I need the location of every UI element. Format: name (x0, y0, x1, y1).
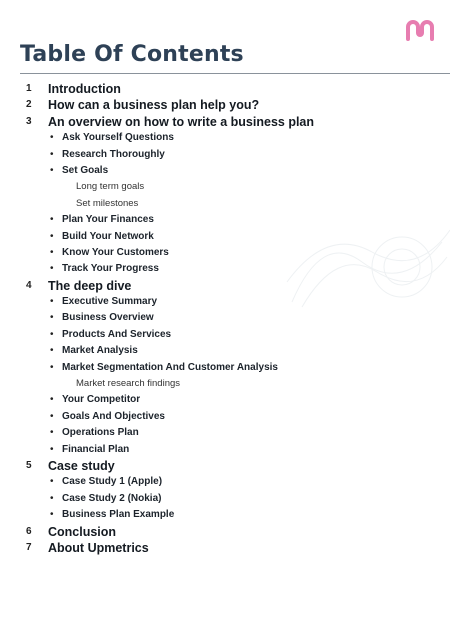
toc-entry-label: Market research findings (76, 378, 181, 390)
toc-entry-label: Financial Plan (62, 443, 130, 455)
toc-entry-label: Long term goals (76, 181, 145, 193)
toc-entry-label: Track Your Progress (62, 263, 159, 275)
toc-subsection[interactable] (0, 442, 450, 458)
toc-entry-label: Operations Plan (62, 427, 139, 439)
bullet-icon: • (50, 312, 54, 324)
toc-section[interactable] (0, 540, 450, 556)
bullet-icon: • (50, 345, 54, 357)
toc-entry-label: The deep dive (48, 278, 132, 293)
bullet-icon: • (50, 443, 54, 455)
toc-entry-label: Case study (48, 458, 115, 473)
toc-entry-label: Market Analysis (62, 345, 138, 357)
toc-entry-label: Ask Yourself Questions (62, 132, 174, 144)
toc-entry-label: Business Overview (62, 312, 154, 324)
bullet-icon: • (50, 427, 54, 439)
toc-list (0, 81, 450, 556)
toc-entry-label: Build Your Network (62, 230, 154, 242)
toc-subsection[interactable] (0, 343, 450, 359)
toc-entry-label: Goals And Objectives (62, 410, 165, 422)
toc-subsection[interactable] (0, 327, 450, 343)
page-title: Table Of Contents (20, 42, 244, 67)
toc-entry-label: Your Competitor (62, 394, 141, 406)
toc-subsection[interactable] (0, 310, 450, 326)
toc-entry-label: Market Segmentation And Customer Analysis (62, 361, 278, 373)
toc-subsection[interactable] (0, 360, 450, 376)
toc-subsection[interactable] (0, 147, 450, 163)
toc-entry-label: Set Goals (62, 164, 109, 176)
toc-section[interactable] (0, 81, 450, 97)
toc-subsection[interactable] (0, 409, 450, 425)
toc-entry-label: Executive Summary (62, 296, 158, 308)
toc-subsection[interactable] (0, 261, 450, 277)
toc-subitem[interactable] (0, 196, 450, 212)
toc-entry-label: Research Thoroughly (62, 148, 165, 160)
toc-subsection[interactable] (0, 491, 450, 507)
bullet-icon: • (50, 476, 54, 488)
bullet-icon: • (50, 214, 54, 226)
bullet-icon: • (50, 148, 54, 160)
toc-section[interactable] (0, 524, 450, 540)
toc-entry-label: Case Study 1 (Apple) (62, 476, 163, 488)
toc-subsection[interactable] (0, 130, 450, 146)
toc-section-number: 4 (26, 279, 32, 291)
toc-subsection[interactable] (0, 163, 450, 179)
toc-subsection[interactable] (0, 229, 450, 245)
toc-subsection[interactable] (0, 425, 450, 441)
bullet-icon: • (50, 296, 54, 308)
toc-entry-label: Plan Your Finances (62, 214, 154, 226)
toc-section-number: 1 (26, 83, 32, 94)
bullet-icon: • (50, 328, 54, 340)
bullet-icon: • (50, 394, 54, 406)
bullet-icon: • (50, 263, 54, 275)
toc-section-number: 2 (26, 99, 32, 111)
toc-entry-label: Conclusion (48, 524, 117, 539)
upmetrics-logo-icon (405, 18, 435, 42)
bullet-icon: • (50, 164, 54, 176)
toc-section[interactable] (0, 97, 450, 113)
bullet-icon: • (50, 230, 54, 242)
toc-section[interactable] (0, 458, 450, 474)
toc-subitem[interactable] (0, 376, 450, 392)
toc-entry-label: Know Your Customers (62, 246, 169, 258)
bullet-icon: • (50, 492, 54, 504)
toc-section-number: 6 (26, 525, 32, 537)
bullet-icon: • (50, 509, 54, 521)
toc-subsection[interactable] (0, 507, 450, 523)
toc-subsection[interactable] (0, 212, 450, 228)
toc-subsection[interactable] (0, 474, 450, 490)
bullet-icon: • (50, 410, 54, 422)
toc-entry-label: Set milestones (76, 197, 139, 209)
toc-entry-label: Case Study 2 (Nokia) (62, 492, 162, 504)
toc-section[interactable] (0, 278, 450, 294)
toc-section-number: 7 (26, 541, 32, 553)
toc-section-number: 5 (26, 459, 32, 471)
toc-entry-label: How can a business plan help you? (48, 98, 260, 113)
title-divider (20, 73, 450, 74)
bullet-icon: • (50, 246, 54, 258)
toc-subsection[interactable] (0, 392, 450, 408)
toc-entry-label: Products And Services (62, 328, 172, 340)
toc-entry-label: About Upmetrics (48, 540, 149, 555)
toc-entry-label: An overview on how to write a business plan (48, 114, 315, 129)
bullet-icon: • (50, 132, 54, 144)
toc-subsection[interactable] (0, 294, 450, 310)
toc-subitem[interactable] (0, 179, 450, 195)
toc-entry-label: Business Plan Example (62, 509, 175, 521)
toc-subsection[interactable] (0, 245, 450, 261)
toc-section[interactable] (0, 114, 450, 130)
bullet-icon: • (50, 361, 54, 373)
toc-entry-label: Introduction (48, 82, 121, 96)
toc-section-number: 3 (26, 115, 32, 127)
